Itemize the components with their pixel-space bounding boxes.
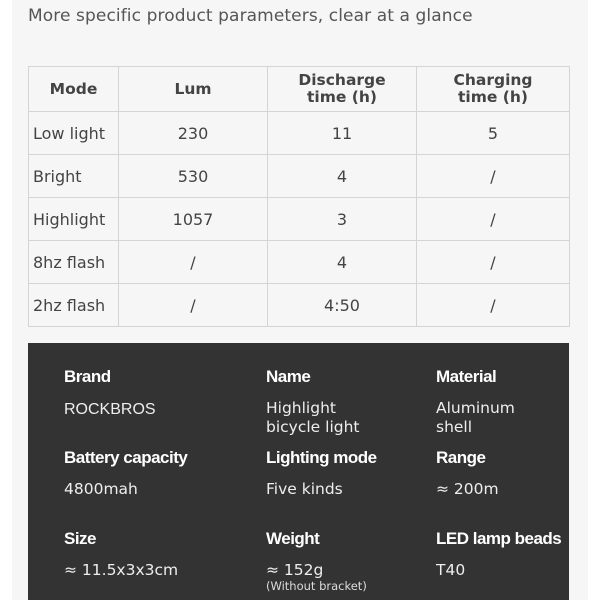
cell-lum: 1057 — [119, 198, 268, 241]
cell-discharge: 4 — [268, 241, 417, 284]
table-header-row — [29, 67, 570, 112]
cell-mode: Bright — [29, 155, 119, 198]
weight-value: ≈ 152g — [266, 561, 324, 579]
cell-lum: 530 — [119, 155, 268, 198]
cell-mode: 8hz flash — [29, 241, 119, 284]
header-discharge-time — [268, 67, 417, 112]
header-charging-line2: time (h) — [458, 88, 528, 106]
header-mode: Mode — [29, 67, 119, 112]
size-label: Size — [64, 529, 97, 548]
weight-label: Weight — [266, 529, 320, 548]
cell-discharge: 4 — [268, 155, 417, 198]
table-row — [29, 241, 570, 284]
led-lamp-beads-value: T40 — [436, 561, 466, 579]
header-discharge-line2: time (h) — [307, 88, 377, 106]
header-charging-line1: Charging — [453, 71, 533, 89]
battery-capacity-label: Battery capacity — [64, 448, 188, 467]
cell-discharge: 4:50 — [268, 284, 417, 327]
header-discharge-line1: Discharge — [298, 71, 386, 89]
cell-lum: 230 — [119, 112, 268, 155]
name-value-line1: Highlight — [266, 399, 336, 417]
table-row — [29, 198, 570, 241]
cell-mode: Low light — [29, 112, 119, 155]
brand-label: Brand — [64, 367, 111, 386]
cell-lum: / — [119, 284, 268, 327]
cell-charging: / — [417, 284, 570, 327]
header-charging-time — [417, 67, 570, 112]
cell-discharge: 11 — [268, 112, 417, 155]
size-value: ≈ 11.5x3x3cm — [64, 561, 179, 579]
material-label: Material — [436, 367, 497, 386]
material-value-line1: Aluminum — [436, 399, 515, 417]
table-row — [29, 284, 570, 327]
table-row — [29, 112, 570, 155]
cell-charging: 5 — [417, 112, 570, 155]
name-value-line2: bicycle light — [266, 418, 360, 436]
led-lamp-beads-label: LED lamp beads — [436, 529, 562, 548]
cell-charging: / — [417, 198, 570, 241]
cell-lum: / — [119, 241, 268, 284]
range-value: ≈ 200m — [436, 480, 499, 498]
weight-note: (Without bracket) — [266, 579, 367, 593]
spec-sheet — [28, 343, 569, 600]
lighting-mode-value: Five kinds — [266, 480, 343, 498]
lighting-mode-label: Lighting mode — [266, 448, 377, 467]
cell-discharge: 3 — [268, 198, 417, 241]
cell-charging: / — [417, 155, 570, 198]
parameters-table — [28, 66, 570, 327]
header-lum: Lum — [119, 67, 268, 112]
page-headline: More specific product parameters, clear at a glance — [28, 6, 473, 26]
range-label: Range — [436, 448, 486, 467]
battery-capacity-value: 4800mah — [64, 480, 138, 498]
brand-value: ROCKBROS — [64, 401, 156, 418]
material-value-line2: shell — [436, 418, 473, 436]
table-row — [29, 155, 570, 198]
cell-mode: 2hz flash — [29, 284, 119, 327]
cell-charging: / — [417, 241, 570, 284]
name-label: Name — [266, 367, 311, 386]
cell-mode: Highlight — [29, 198, 119, 241]
